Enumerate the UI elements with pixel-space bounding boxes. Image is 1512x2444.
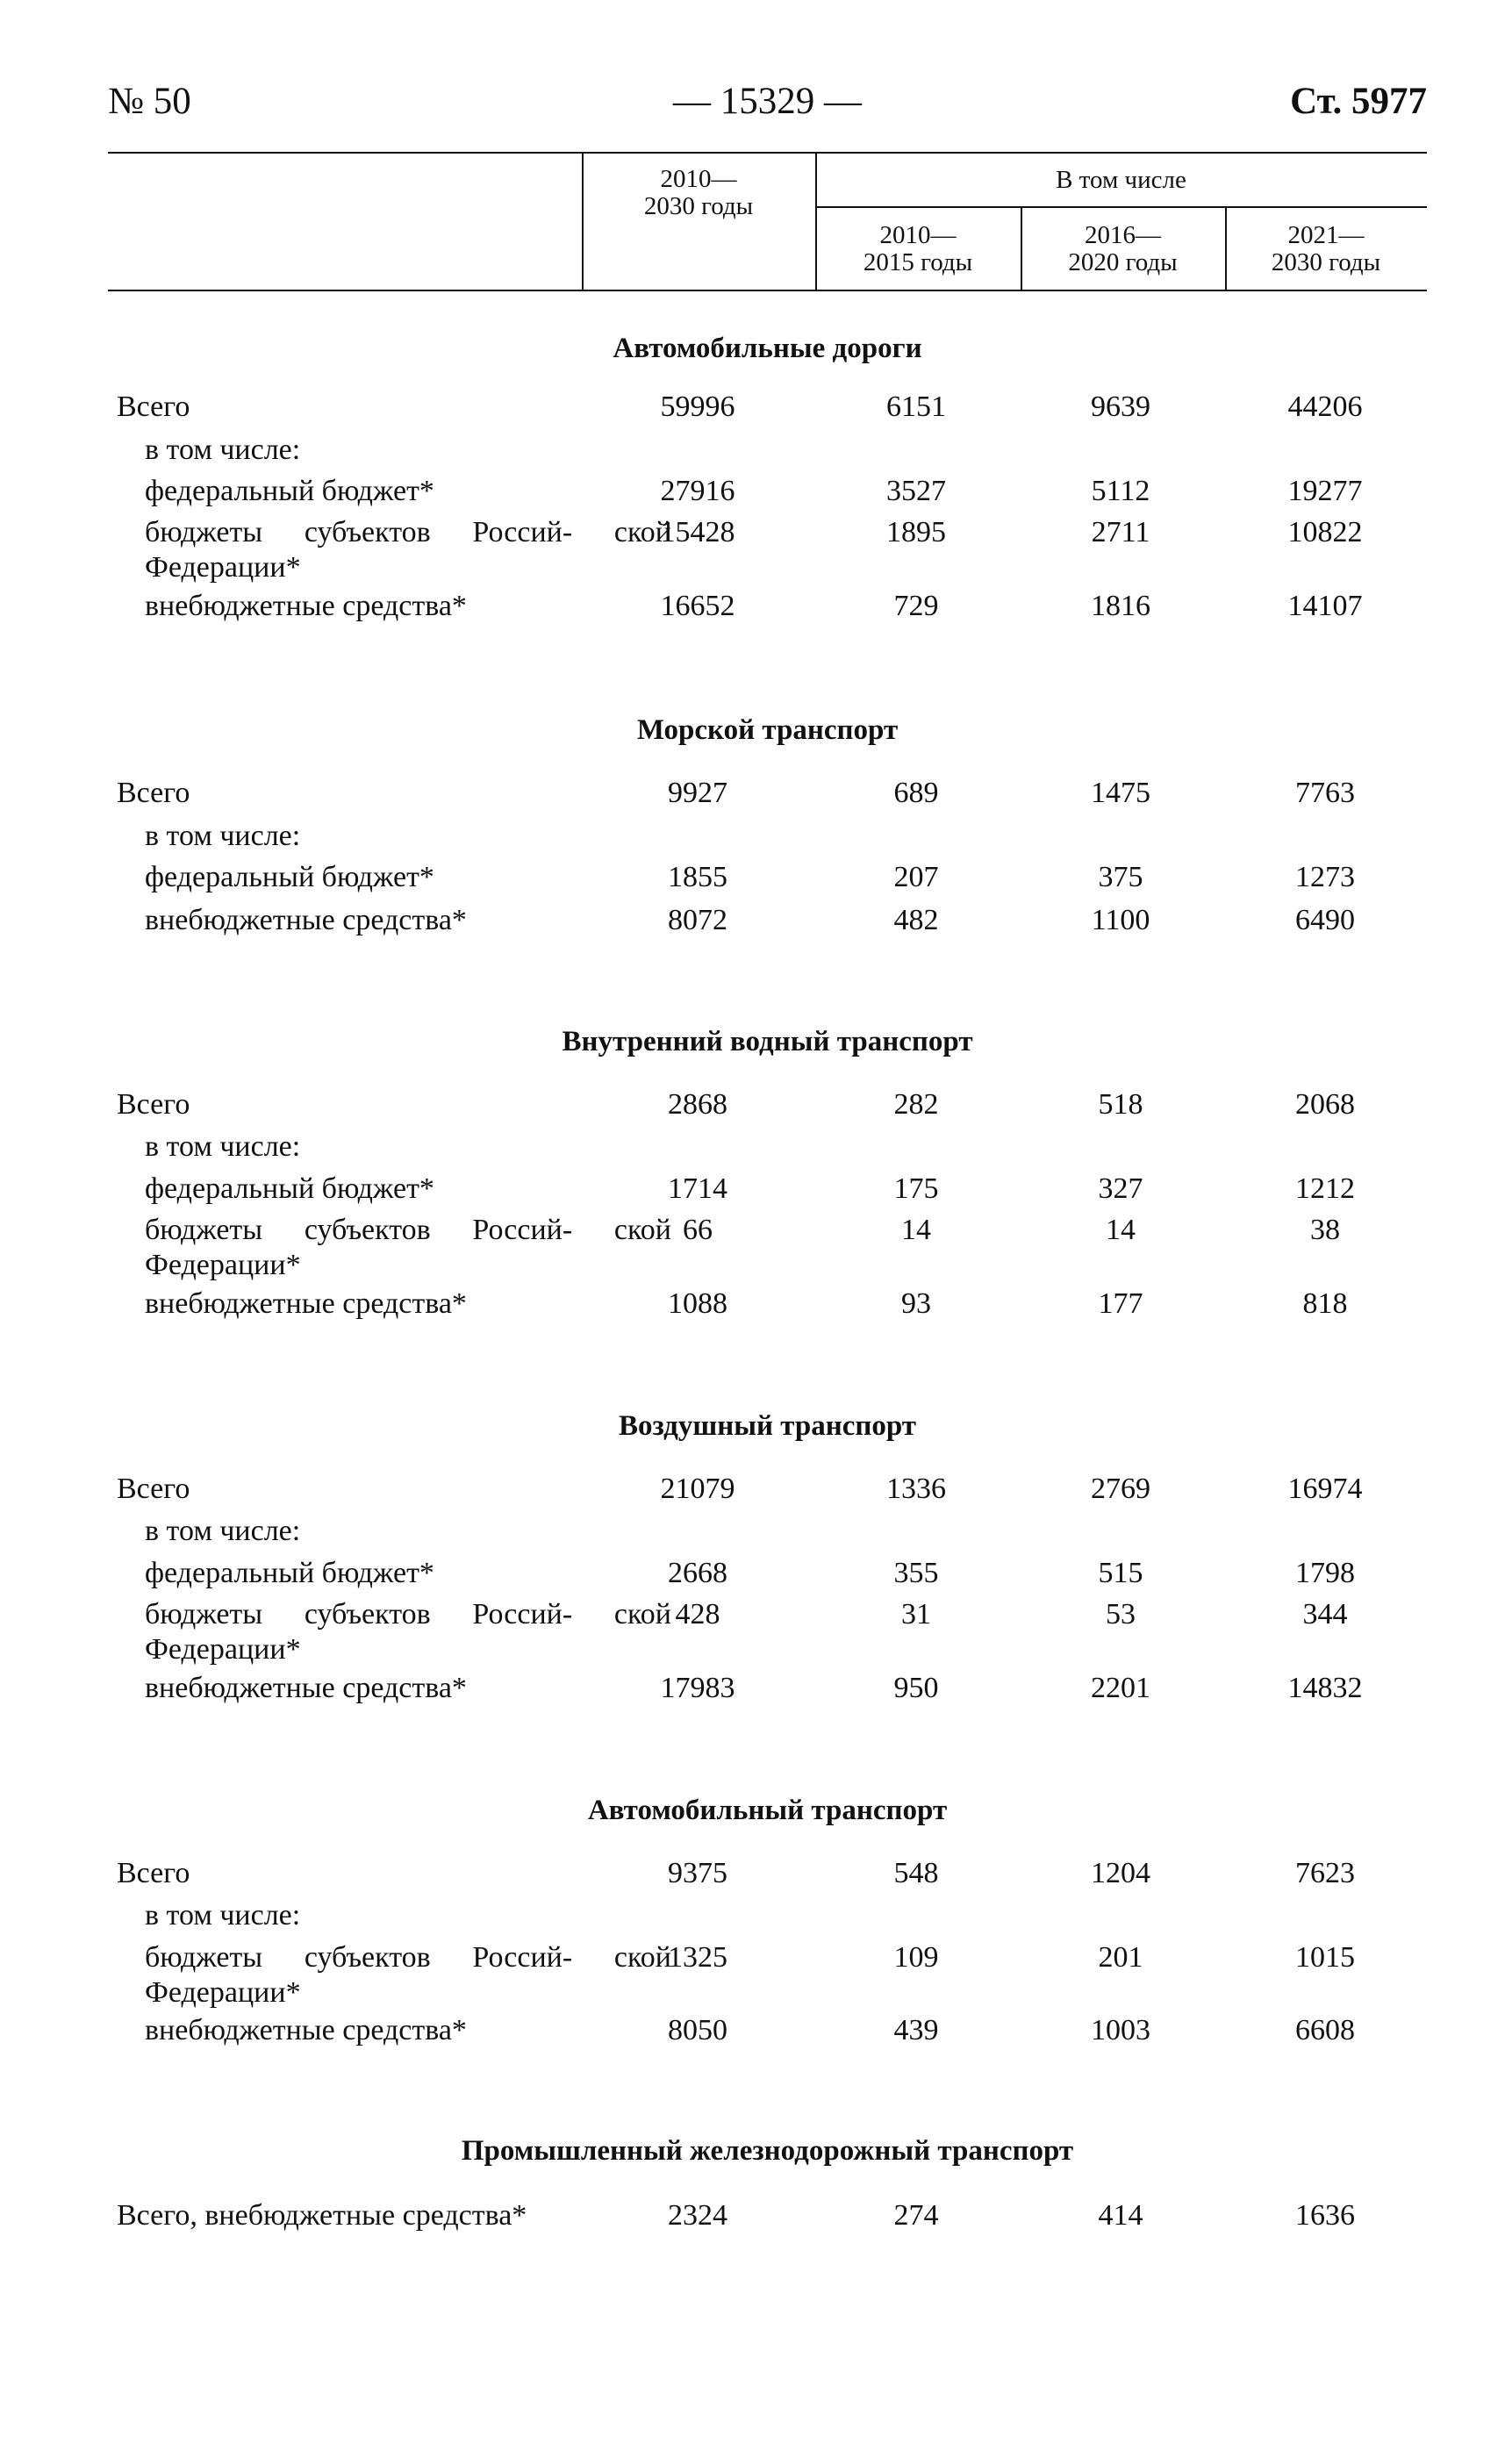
value-2010-2015: 31: [901, 1598, 931, 1631]
value-2010-2015: 548: [893, 1857, 939, 1889]
value-total: 8072: [668, 904, 727, 936]
header-total-line1: 2010—: [660, 165, 737, 193]
value-2010-2015: 1336: [886, 1473, 946, 1505]
value-2021-2030: 2068: [1295, 1088, 1355, 1121]
section-title: Промышленный железнодорожный транспорт: [461, 2135, 1074, 2167]
value-2010-2015: 1895: [886, 516, 946, 548]
value-2010-2015: 729: [893, 590, 939, 622]
row-label: в том числе:: [145, 820, 301, 852]
header-period-c: [1225, 222, 1427, 276]
header-total-period: [582, 166, 815, 220]
row-label: в том числе:: [145, 1899, 301, 1932]
header-divider: [815, 206, 1427, 208]
section-title: Морской транспорт: [636, 714, 899, 746]
value-2021-2030: 6490: [1295, 904, 1355, 936]
row-label: внебюджетные средства*: [145, 1287, 467, 1320]
value-2010-2015: 282: [893, 1088, 939, 1121]
value-2016-2020: 414: [1098, 2199, 1143, 2232]
section-title: Внутренний водный транспорт: [562, 1026, 973, 1057]
value-2016-2020: 518: [1098, 1088, 1143, 1121]
row-label: Всего: [117, 391, 190, 423]
value-2016-2020: 327: [1098, 1172, 1143, 1205]
row-label: федеральный бюджет*: [145, 475, 434, 507]
table-row: [108, 1671, 1427, 1709]
value-2021-2030: 14832: [1287, 1672, 1363, 1704]
value-2021-2030: 14107: [1287, 590, 1363, 622]
table-row: [108, 1898, 1427, 1937]
value-2016-2020: 177: [1098, 1287, 1143, 1320]
row-label: Всего: [117, 1857, 190, 1889]
header-b-line1: 2016—: [1085, 221, 1161, 249]
value-2021-2030: 44206: [1287, 391, 1363, 423]
header-b-line2: 2020 годы: [1068, 248, 1178, 276]
table-row: [108, 1514, 1427, 1552]
value-2021-2030: 1636: [1295, 2199, 1355, 2232]
table-row: [108, 1129, 1427, 1168]
value-total: 66: [683, 1214, 713, 1246]
row-label: бюджеты субъектов Россий- ской Федерации*: [145, 1598, 671, 1666]
value-2021-2030: 16974: [1287, 1473, 1363, 1505]
table-row: [108, 589, 1427, 627]
row-label: федеральный бюджет*: [145, 861, 434, 893]
value-2021-2030: 19277: [1287, 475, 1363, 507]
table-row: [108, 860, 1427, 899]
issue-number: № 50: [108, 81, 191, 122]
value-total: 1088: [668, 1287, 727, 1320]
page-header: [108, 77, 1427, 126]
row-label: внебюджетные средства*: [145, 2014, 467, 2046]
value-2016-2020: 1816: [1091, 590, 1150, 622]
value-total: 17983: [660, 1672, 735, 1704]
row-label: в том числе:: [145, 434, 301, 466]
value-2016-2020: 375: [1098, 861, 1143, 893]
value-2021-2030: 1212: [1295, 1172, 1355, 1205]
row-label: внебюджетные средства*: [145, 590, 467, 622]
table-row: [108, 1287, 1427, 1325]
header-total-line2: 2030 годы: [643, 192, 754, 220]
value-2021-2030: 7623: [1295, 1857, 1355, 1889]
value-total: 1325: [668, 1941, 727, 1974]
value-total: 16652: [660, 590, 735, 622]
table-row: [108, 1940, 1427, 2014]
row-label: Всего: [117, 1088, 190, 1121]
value-2016-2020: 1003: [1091, 2014, 1150, 2046]
value-2010-2015: 93: [901, 1287, 931, 1320]
table-row: [108, 390, 1427, 428]
value-2010-2015: 950: [893, 1672, 939, 1704]
table-header: [108, 152, 1427, 291]
table-row: [108, 1472, 1427, 1510]
row-label: Всего: [117, 1473, 190, 1505]
value-2010-2015: 3527: [886, 475, 946, 507]
value-2010-2015: 439: [893, 2014, 939, 2046]
value-2021-2030: 38: [1310, 1214, 1340, 1246]
row-label: в том числе:: [145, 1130, 301, 1163]
value-total: 2324: [668, 2199, 727, 2232]
value-2010-2015: 14: [901, 1214, 931, 1246]
table-row: [108, 1172, 1427, 1210]
row-label: внебюджетные средства*: [145, 1672, 467, 1704]
table-row: [108, 2198, 1427, 2237]
table-row: [108, 776, 1427, 814]
table-row: [108, 1213, 1427, 1287]
value-2016-2020: 2711: [1091, 516, 1150, 548]
header-a-line1: 2010—: [879, 221, 957, 249]
value-total: 21079: [660, 1473, 735, 1505]
value-2016-2020: 9639: [1091, 391, 1150, 423]
row-label: Всего: [117, 777, 190, 809]
value-total: 8050: [668, 2014, 727, 2046]
header-period-a: [815, 222, 1021, 276]
value-total: 428: [675, 1598, 720, 1631]
value-2010-2015: 355: [893, 1557, 939, 1589]
table-row: [108, 1087, 1427, 1126]
value-2016-2020: 1475: [1091, 777, 1150, 809]
value-total: 9927: [668, 777, 727, 809]
value-2016-2020: 2769: [1091, 1473, 1150, 1505]
table-row: [108, 2013, 1427, 2052]
header-c-line2: 2030 годы: [1271, 248, 1381, 276]
header-period-b: [1021, 222, 1225, 276]
table-row: [108, 903, 1427, 942]
section-title: Воздушный транспорт: [618, 1410, 917, 1442]
header-including: В том числе: [1056, 166, 1186, 194]
table-row: [108, 1856, 1427, 1895]
value-2010-2015: 274: [893, 2199, 939, 2232]
value-2016-2020: 1100: [1091, 904, 1150, 936]
value-2021-2030: 344: [1302, 1598, 1348, 1631]
row-label: внебюджетные средства*: [145, 904, 467, 936]
value-2021-2030: 1273: [1295, 861, 1355, 893]
table-row: [108, 474, 1427, 512]
value-2016-2020: 201: [1098, 1941, 1143, 1974]
table-row: [108, 819, 1427, 857]
table-row: [108, 1556, 1427, 1595]
row-label: бюджеты субъектов Россий- ской Федерации*: [145, 1214, 671, 1281]
table-row: [108, 1597, 1427, 1671]
value-2016-2020: 515: [1098, 1557, 1143, 1589]
header-a-line2: 2015 годы: [863, 248, 973, 276]
value-total: 2868: [668, 1088, 727, 1121]
value-2021-2030: 1015: [1295, 1941, 1355, 1974]
row-label: в том числе:: [145, 1515, 301, 1547]
row-label: бюджеты субъектов Россий- ской Федерации*: [145, 516, 671, 584]
value-2016-2020: 2201: [1091, 1672, 1150, 1704]
value-2016-2020: 1204: [1091, 1857, 1150, 1889]
value-2021-2030: 7763: [1295, 777, 1355, 809]
value-2016-2020: 5112: [1091, 475, 1150, 507]
row-label: Всего, внебюджетные средства*: [117, 2199, 527, 2232]
value-total: 1714: [668, 1172, 727, 1205]
value-2010-2015: 109: [893, 1941, 939, 1974]
value-total: 59996: [660, 391, 735, 423]
value-total: 27916: [660, 475, 735, 507]
table-row: [108, 433, 1427, 471]
value-2010-2015: 207: [893, 861, 939, 893]
header-c-line1: 2021—: [1287, 221, 1365, 249]
value-total: 9375: [668, 1857, 727, 1889]
value-2010-2015: 6151: [886, 391, 946, 423]
value-2021-2030: 6608: [1295, 2014, 1355, 2046]
value-total: 15428: [660, 516, 735, 548]
value-2016-2020: 53: [1106, 1598, 1136, 1631]
row-label: федеральный бюджет*: [145, 1172, 434, 1205]
article-number: Ст. 5977: [1290, 81, 1427, 122]
row-label: бюджеты субъектов Россий- ской Федерации*: [145, 1941, 671, 2009]
value-total: 2668: [668, 1557, 727, 1589]
value-2010-2015: 689: [893, 777, 939, 809]
value-2021-2030: 818: [1302, 1287, 1348, 1320]
section-title: Автомобильный транспорт: [587, 1795, 948, 1826]
table-row: [108, 515, 1427, 589]
value-2021-2030: 10822: [1287, 516, 1363, 548]
value-total: 1855: [668, 861, 727, 893]
value-2010-2015: 175: [893, 1172, 939, 1205]
section-title: Автомобильные дороги: [613, 333, 922, 364]
value-2016-2020: 14: [1106, 1214, 1136, 1246]
value-2010-2015: 482: [893, 904, 939, 936]
row-label: федеральный бюджет*: [145, 1557, 434, 1589]
value-2021-2030: 1798: [1295, 1557, 1355, 1589]
page-number: — 15329 —: [673, 81, 862, 122]
